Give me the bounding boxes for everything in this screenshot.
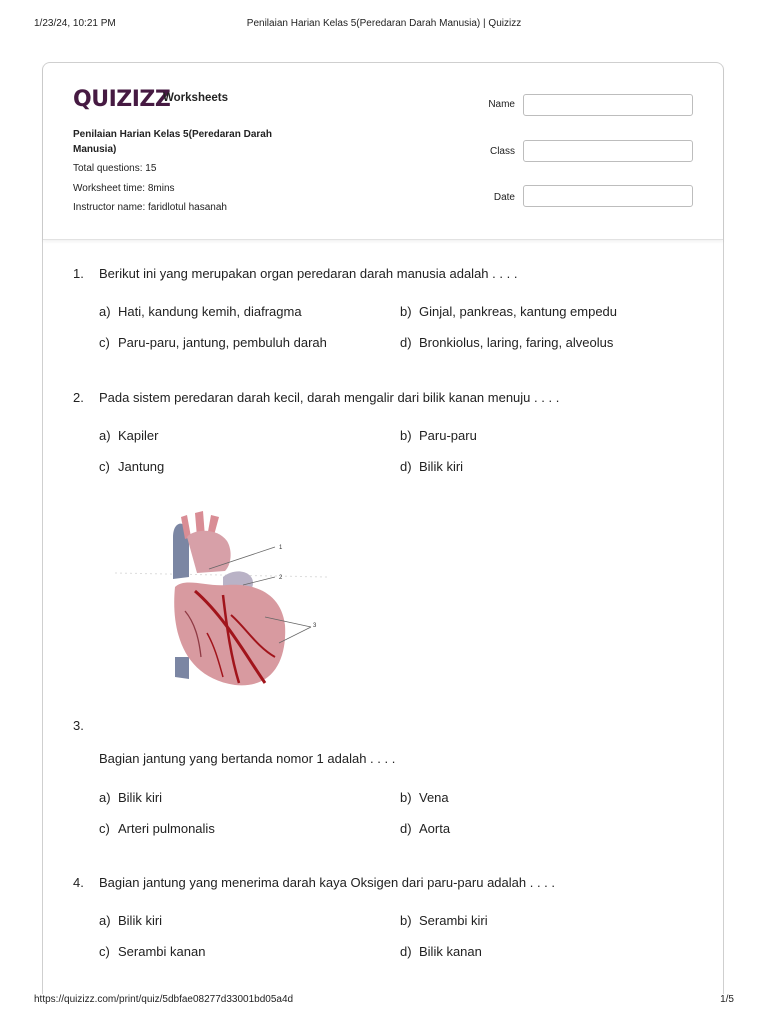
page-number: 1/5 [720, 994, 734, 1005]
question-number: 2. [73, 390, 84, 405]
question-number: 3. [73, 718, 84, 733]
option-c: c) Paru-paru, jantung, pembuluh darah [99, 335, 327, 350]
heart-diagram [115, 507, 335, 707]
date-label: Date [493, 192, 515, 203]
date-field[interactable] [523, 185, 693, 207]
print-header [34, 18, 734, 32]
worksheet-title: Penilaian Harian Kelas 5(Peredaran Darah Manusia) [73, 129, 272, 155]
question-text: Bagian jantung yang bertanda nomor 1 adalah . . . . [99, 751, 396, 766]
option-b: b) Ginjal, pankreas, kantung empedu [400, 304, 618, 319]
option-c: c) Jantung [99, 459, 165, 474]
print-url: https://quizizz.com/print/quiz/5dbfae08277d33001bd05a4d [34, 994, 294, 1005]
class-label: Class [489, 146, 515, 157]
class-field[interactable] [523, 140, 693, 162]
option-d: d) Bilik kanan [400, 944, 482, 959]
option-b: b) Vena [400, 790, 449, 805]
figure-label-2: 2 [279, 575, 283, 581]
option-a: a) Kapiler [99, 428, 159, 443]
question-number: 1. [73, 266, 84, 281]
option-d: d) Bronkiolus, laring, faring, alveolus [400, 335, 614, 350]
option-d: d) Aorta [400, 821, 451, 836]
question-text: Pada sistem peredaran darah kecil, darah mengalir dari bilik kanan menuju . . . . [99, 390, 560, 405]
worksheet-header [43, 63, 723, 240]
worksheet-card [42, 62, 724, 994]
brand-label: Worksheets [163, 92, 228, 104]
quizizz-logo-icon [73, 85, 171, 112]
heart-body [174, 582, 285, 685]
print-datetime: 1/23/24, 10:21 PM [34, 18, 116, 29]
name-label: Name [488, 99, 515, 110]
inferior-vena-cava [175, 657, 189, 679]
instructor-name: Instructor name: faridlotul hasanah [73, 202, 227, 213]
option-b: b) Serambi kiri [400, 913, 488, 928]
option-a: a) Bilik kiri [99, 790, 163, 805]
brand [73, 85, 228, 111]
quizizz-logo [73, 85, 171, 112]
question-text: Berikut ini yang merupakan organ peredaran darah manusia adalah . . . . [99, 266, 518, 281]
option-b: b) Paru-paru [400, 428, 477, 443]
print-page-title: Penilaian Harian Kelas 5(Peredaran Darah Manusia) | Quizizz [246, 18, 522, 29]
name-field[interactable] [523, 94, 693, 116]
figure-label-1: 1 [279, 545, 283, 551]
aortic-arch [187, 531, 231, 573]
figure-label-3: 3 [313, 623, 317, 629]
option-a: a) Hati, kandung kemih, diafragma [99, 304, 302, 319]
dotted-guide [115, 573, 327, 577]
option-c: c) Serambi kanan [99, 944, 206, 959]
option-d: d) Bilik kiri [400, 459, 464, 474]
question-number: 4. [73, 875, 84, 890]
option-c: c) Arteri pulmonalis [99, 821, 215, 836]
svg-text:QUIZIZZ: QUIZIZZ [73, 87, 171, 112]
total-questions: Total questions: 15 [73, 163, 157, 174]
option-a: a) Bilik kiri [99, 913, 163, 928]
question-text: Bagian jantung yang menerima darah kaya Oksigen dari paru-paru adalah . . . . [99, 875, 555, 890]
print-footer [34, 994, 734, 1008]
worksheet-time: Worksheet time: 8mins [73, 183, 175, 194]
